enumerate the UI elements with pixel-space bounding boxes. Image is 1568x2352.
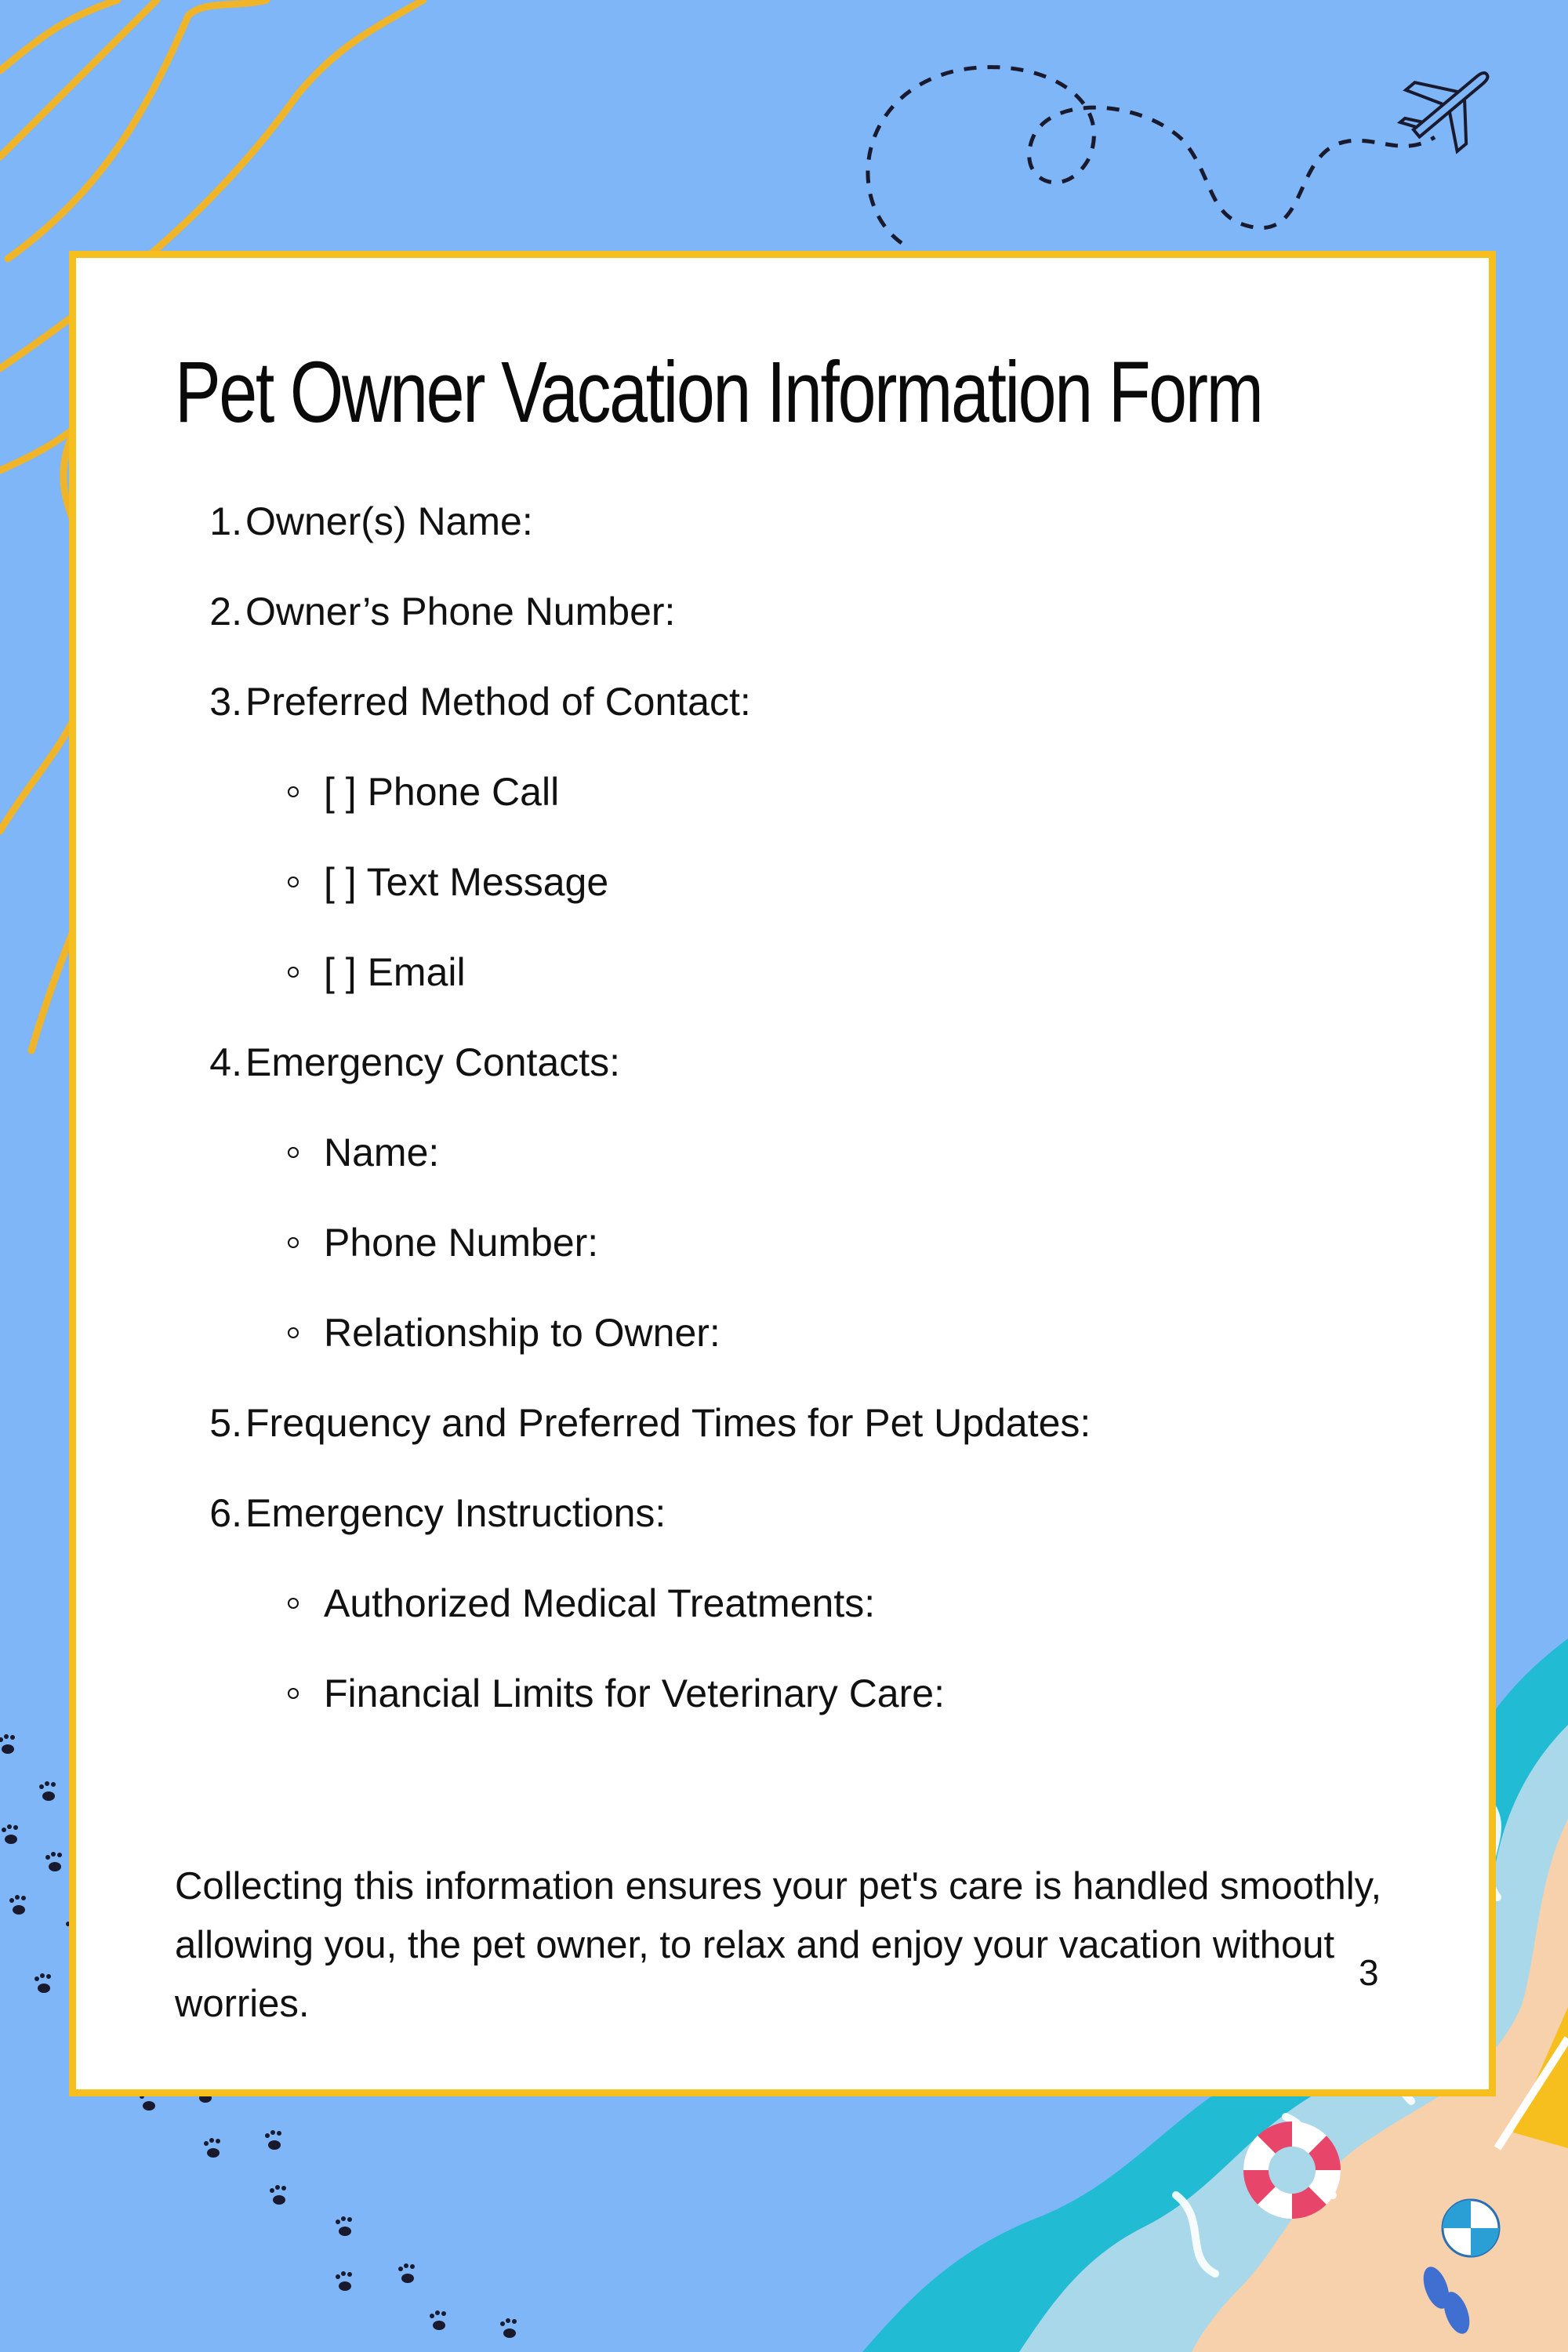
page-number: 3 bbox=[1359, 1952, 1379, 1993]
subitem-contact-phone bbox=[288, 1211, 598, 1274]
bullet-icon bbox=[288, 877, 299, 887]
beach-ball-icon bbox=[1443, 2200, 1499, 2256]
paw-print-icon bbox=[430, 2310, 446, 2330]
subitem-contact-relationship bbox=[288, 1301, 720, 1364]
bullet-icon bbox=[288, 1237, 299, 1248]
paw-print-icon bbox=[9, 1895, 26, 1915]
bullet-icon bbox=[288, 967, 299, 978]
paw-print-icon bbox=[45, 1852, 62, 1871]
paw-print-icon bbox=[265, 2130, 281, 2150]
bullet-icon bbox=[288, 1147, 299, 1158]
item-number: 4. bbox=[209, 1040, 242, 1084]
form-card bbox=[69, 251, 1496, 2096]
paw-print-icon bbox=[336, 2271, 352, 2291]
form-item-update-frequency bbox=[205, 1392, 1091, 1454]
item-label: Emergency Instructions: bbox=[245, 1491, 666, 1535]
subitem-contact-name bbox=[288, 1121, 439, 1184]
paw-print-icon bbox=[398, 2263, 415, 2283]
closing-paragraph: Collecting this information ensures your pet's care is handled smoothly, allowing you, the pet owner, to relax and enjoy your vacation without worries. bbox=[175, 1865, 1382, 2025]
option-label: [ ] Phone Call bbox=[324, 770, 560, 814]
paw-print-icon bbox=[0, 1734, 15, 1754]
bullet-icon bbox=[288, 1327, 299, 1338]
item-label: Owner(s) Name: bbox=[245, 499, 533, 543]
item-number: 1. bbox=[209, 499, 242, 543]
bullet-icon bbox=[288, 786, 299, 797]
paw-print-icon bbox=[270, 2185, 286, 2205]
lifebuoy-icon bbox=[1243, 2122, 1341, 2219]
subitem-label: Financial Limits for Veterinary Care: bbox=[324, 1671, 945, 1715]
bullet-icon bbox=[288, 1688, 299, 1699]
item-label: Preferred Method of Contact: bbox=[245, 680, 751, 724]
paw-print-icon bbox=[34, 1973, 51, 1993]
item-number: 5. bbox=[209, 1401, 242, 1445]
paw-print-icon bbox=[336, 2216, 352, 2236]
subitem-label: Authorized Medical Treatments: bbox=[324, 1581, 876, 1625]
form-item-owner-name bbox=[205, 490, 533, 553]
form-item-emergency-contacts bbox=[205, 1031, 620, 1094]
item-label: Owner’s Phone Number: bbox=[245, 590, 676, 633]
dotted-flight-path bbox=[868, 67, 1435, 243]
item-label: Emergency Contacts: bbox=[245, 1040, 620, 1084]
airplane-icon bbox=[1387, 44, 1513, 168]
bullet-icon bbox=[288, 1598, 299, 1609]
page-title: Pet Owner Vacation Information Form bbox=[175, 344, 1262, 441]
paw-print-icon bbox=[2, 1824, 18, 1844]
item-number: 6. bbox=[209, 1491, 242, 1535]
item-number: 3. bbox=[209, 680, 242, 724]
subitem-medical-treatments bbox=[288, 1572, 875, 1635]
paw-print-icon bbox=[500, 2318, 517, 2338]
subitem-label: Relationship to Owner: bbox=[324, 1311, 720, 1355]
subitem-financial-limits bbox=[288, 1662, 945, 1725]
form-item-owner-phone bbox=[205, 580, 675, 643]
form-item-emergency-instructions bbox=[205, 1482, 666, 1544]
form-item-contact-method bbox=[205, 670, 751, 733]
paw-print-icon bbox=[204, 2138, 220, 2158]
subitem-label: Name: bbox=[324, 1131, 440, 1174]
option-label: [ ] Text Message bbox=[324, 860, 609, 904]
option-label: [ ] Email bbox=[324, 950, 466, 994]
option-text-message[interactable] bbox=[288, 851, 608, 913]
item-label: Frequency and Preferred Times for Pet Updates: bbox=[245, 1401, 1091, 1445]
option-email[interactable] bbox=[288, 941, 466, 1004]
option-phone-call[interactable] bbox=[288, 760, 559, 823]
paw-print-icon bbox=[39, 1781, 56, 1801]
subitem-label: Phone Number: bbox=[324, 1221, 599, 1265]
item-number: 2. bbox=[209, 590, 242, 633]
